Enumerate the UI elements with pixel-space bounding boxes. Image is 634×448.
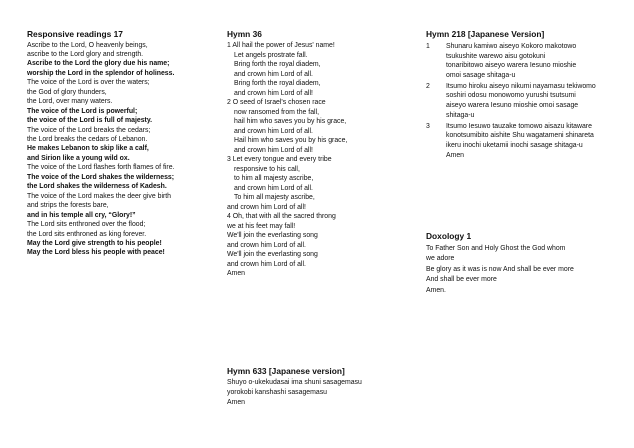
hymn-line: Shunaru kamiwo aiseyo Kokoro makotowo — [446, 43, 577, 50]
hymn-line: Bring forth the royal diadem, — [234, 61, 321, 68]
reading-line: The voice of the Lord is powerful; — [27, 107, 138, 115]
reading-line: The voice of the Lord shakes the wilderness; — [27, 173, 175, 181]
hymn-218-verses — [426, 42, 616, 160]
hymn-line: Itsumo Iesuwo tauzake tomowo aisazu kitaware — [446, 122, 592, 130]
reading-line: and in his temple all cry, “Glory!” — [27, 211, 136, 219]
reading-line: The Lord sits enthroned over the flood; — [27, 221, 146, 229]
reading-line: The voice of the Lord flashes forth flames of fire. — [27, 164, 175, 172]
hymn-line: and crown him Lord of all. — [227, 260, 306, 268]
hymn-line: Let angels prostrate fall. — [234, 51, 308, 59]
hymn-line: 2 O seed of Israel's chosen race — [227, 99, 326, 106]
verse-number: 2 — [426, 82, 430, 90]
hymn-line: konotsumibito aishite Shu wagatameni shinareta — [446, 132, 594, 140]
hymn-633-section — [227, 366, 397, 408]
responsive-reading-lines — [27, 41, 207, 258]
reading-line: The voice of the Lord breaks the cedars; — [27, 126, 151, 134]
hymn-line: to him all majesty ascribe, — [234, 175, 314, 182]
hymn-line: and crown him Lord of all! — [234, 89, 313, 97]
hymn-line: and crown him Lord of all. — [234, 127, 313, 135]
reading-line: Ascribe to the Lord the glory due his name; — [27, 60, 170, 68]
doxology-line: Amen. — [426, 286, 446, 294]
hymn-line: now ransomed from the fall, — [234, 108, 320, 116]
doxology-section — [426, 231, 616, 296]
hymn-line: we at his feet may fall! — [227, 222, 296, 230]
reading-line: The voice of the Lord makes the deer give birth — [27, 192, 172, 200]
hymn-line: 1 All hail the power of Jesus' name! — [227, 42, 335, 49]
doxology-lines — [426, 244, 616, 296]
doxology-line: And shall be ever more — [426, 276, 497, 284]
hymn-218-section — [426, 29, 616, 162]
hymn-line: and crown him Lord of all! — [234, 146, 313, 154]
hymn-line: Bring forth the royal diadem, — [234, 80, 321, 87]
hymn-218-title: Hymn 218 [Japanese Version] — [426, 29, 545, 39]
hymn-line: tonaribitowo aiseyo warera Iesuno mioshie — [446, 62, 577, 70]
reading-line: Ascribe to the Lord, O heavenly beings, — [27, 41, 148, 49]
reading-line: He makes Lebanon to skip like a calf, — [27, 145, 149, 153]
reading-line: the Lord shakes the wilderness of Kadesh. — [27, 183, 167, 191]
hymn-line: omoi sasage shitaga-u — [446, 71, 516, 79]
reading-line: the Lord, over many waters. — [27, 98, 113, 106]
reading-line: May the Lord give strength to his people! — [27, 240, 162, 248]
hymn-line: Shuyo o-ukekudasai ima shuni sasagemasu — [227, 379, 362, 386]
hymn-verse — [426, 42, 616, 80]
reading-line: the God of glory thunders, — [27, 88, 107, 96]
hymn-line: and crown him Lord of all. — [234, 70, 313, 78]
hymn-line: tsukushite warewo aisu gotokuni — [446, 52, 546, 60]
reading-line: The voice of the Lord is over the waters; — [27, 79, 150, 87]
reading-line: the Lord sits enthroned as king forever. — [27, 230, 147, 238]
hymn-line: soshiri odosu monowomo yurushi tsutsumi — [446, 92, 576, 100]
hymn-line: responsive to his call, — [234, 165, 300, 173]
hymn-line: shitaga-u — [446, 111, 475, 119]
reading-line: ascribe to the Lord glory and strength. — [27, 50, 144, 58]
hymn-line: Amen — [446, 151, 465, 159]
doxology-line: To Father Son and Holy Ghost the God whom — [426, 245, 566, 252]
hymn-line: Itsumo hiroku aiseyo nikumi nayamasu tekiwomo — [446, 82, 596, 90]
hymn-line: Hail him who saves you by his grace, — [234, 137, 348, 144]
reading-line: worship the Lord in the splendor of holiness. — [27, 69, 175, 77]
hymn-line: We'll join the everlasting song — [227, 251, 318, 258]
responsive-reading-section — [27, 29, 207, 258]
hymn-633-title: Hymn 633 [Japanese version] — [227, 366, 345, 376]
doxology-title: Doxology 1 — [426, 231, 472, 241]
doxology-line: Be glory as it was is now And shall be ever more — [426, 265, 574, 273]
reading-line: May the Lord bless his people with peace! — [27, 249, 165, 257]
hymn-line: yorokobi kanshashi sasagemasu — [227, 389, 327, 396]
hymn-36-title: Hymn 36 — [227, 29, 262, 39]
hymn-line: hail him who saves you by his grace, — [234, 118, 347, 125]
verse-number: 1 — [426, 43, 430, 50]
reading-line: the voice of the Lord is full of majesty. — [27, 117, 153, 125]
hymn-line: and crown him Lord of all. — [227, 241, 306, 249]
hymn-633-lines — [227, 378, 397, 408]
hymn-line: To him all majesty ascribe, — [234, 194, 315, 201]
hymn-line: Amen — [227, 270, 246, 277]
hymn-verse — [426, 82, 616, 120]
hymn-verse — [426, 122, 616, 160]
doxology-line: we adore — [426, 255, 455, 263]
reading-line: and Sirion like a young wild ox. — [27, 154, 130, 162]
hymn-line: and crown him Lord of all. — [234, 184, 313, 192]
hymn-line: We'll join the everlasting song — [227, 232, 318, 239]
hymn-36-section — [227, 29, 397, 279]
hymn-line: 4 Oh, that with all the sacred throng — [227, 213, 336, 220]
hymn-line: ikeru inochi uketamii inochi sasage shitaga-u — [446, 141, 583, 149]
reading-line: and strips the forests bare, — [27, 202, 109, 210]
reading-line: the Lord breaks the cedars of Lebanon. — [27, 136, 148, 144]
hymn-line: aiseyo warera Iesuno mioshie omoi sasage — [446, 102, 579, 110]
hymn-line: and crown him Lord of all! — [227, 203, 306, 211]
hymn-36-lines — [227, 41, 397, 279]
responsive-reading-title: Responsive readings 17 — [27, 29, 123, 39]
hymn-line: Amen — [227, 399, 246, 406]
verse-number: 3 — [426, 122, 430, 130]
hymn-line: 3 Let every tongue and every tribe — [227, 156, 332, 163]
